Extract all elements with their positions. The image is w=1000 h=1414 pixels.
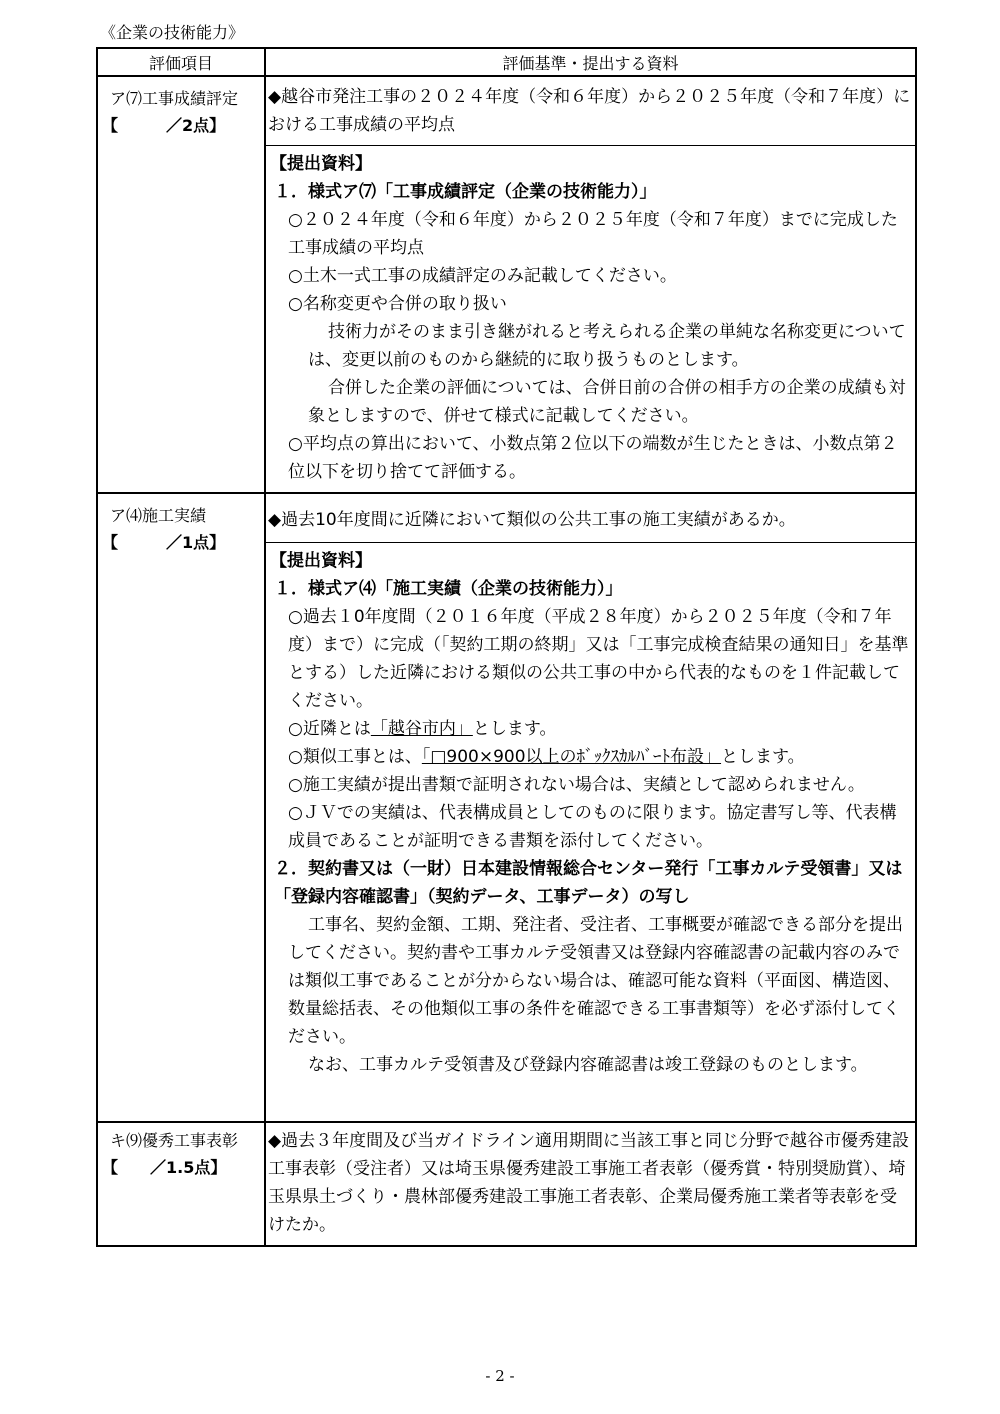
doc2-body: 工事名、契約金額、工期、発注者、受注者、工事概要が確認できる部分を提出してください。契約書や工事カルテ受領書又は登録内容確認書の記載内容のみでは類似工事であることが分からない場合は、確認可能な資料（平面図、構造図、数量総括表、その他類似工事の条件を確認できる工事書類等）を必ず添付してください。 xyxy=(288,915,903,1047)
doc-line xyxy=(270,743,913,771)
documents-block xyxy=(266,146,915,492)
criteria-cell xyxy=(265,76,916,493)
doc-line: 合併した企業の評価については、合併日前の合併の相手方の企業の成績も対象としますので、併せて様式に記載してください。 xyxy=(308,378,906,426)
page-number: - 2 - xyxy=(485,1367,515,1385)
criteria-cell xyxy=(265,1122,916,1246)
doc-line: ○平均点の算出において、小数点第２位以下の端数が生じたときは、小数点第２位以下を切り捨てて評価する。 xyxy=(288,434,898,482)
criteria-cell xyxy=(265,493,916,1122)
doc-line: ○名称変更や合併の取り扱い xyxy=(288,294,507,314)
header-criteria: 評価基準・提出する資料 xyxy=(265,48,916,76)
doc-line-part: とします。 xyxy=(721,747,805,767)
item-cell xyxy=(97,493,265,1122)
item-title: ア⑷施工実績 xyxy=(110,506,207,525)
item-cell xyxy=(97,1122,265,1246)
row-construction-score xyxy=(97,76,916,493)
doc-line: ○２０２４年度（令和６年度）から２０２５年度（令和７年度）までに完成した工事成績の平均点 xyxy=(288,210,898,258)
header-row xyxy=(97,48,916,76)
item-score: 【 ／1.5点】 xyxy=(102,1158,227,1177)
criterion-text: ◆過去３年度間及び当ガイドライン適用期間に当該工事と同じ分野で越谷市優秀建設工事表彰（受注者）又は埼玉県優秀建設工事施工者表彰（優秀賞・特別奨励賞）、埼玉県県土づくり・農林部優秀建設工事施工者表彰、企業局優秀施工業者等表彰を受けたか。 xyxy=(268,1131,910,1235)
doc1-title: １．様式ア⑷「施工実績（企業の技術能力）」 xyxy=(274,579,623,599)
row-excellent-award xyxy=(97,1122,916,1246)
doc-line xyxy=(270,715,913,743)
doc-line-part: ○類似工事とは、 xyxy=(288,747,422,767)
item-cell xyxy=(97,76,265,493)
docs-title: 【提出資料】 xyxy=(270,551,372,571)
item-score: 【 ／2点】 xyxy=(102,116,226,135)
criterion-text: ◆越谷市発注工事の２０２４年度（令和６年度）から２０２５年度（令和７年度）における工事成績の平均点 xyxy=(266,77,915,146)
doc-line: ○施工実績が提出書類で証明されない場合は、実績として認められません。 xyxy=(288,775,865,795)
similar-work: 「□900×900以上のﾎﾞｯｸｽｶﾙﾊﾞｰﾄ布設」 xyxy=(421,747,722,767)
doc2-title: ２．契約書又は（一財）日本建設情報総合センター発行「工事カルテ受領書」又は「登録内容確認書」（契約データ、工事データ）の写し xyxy=(274,859,903,907)
header-item: 評価項目 xyxy=(97,48,265,76)
evaluation-table xyxy=(96,47,917,1247)
nearby-area: 「越谷市内」 xyxy=(370,719,473,739)
doc-line-part: とします。 xyxy=(472,719,557,739)
doc1-title: １．様式ア⑺「工事成績評定（企業の技術能力）」 xyxy=(274,182,657,202)
row-construction-record xyxy=(97,493,916,1122)
doc2-note: なお、工事カルテ受領書及び登録内容確認書は竣工登録のものとします。 xyxy=(308,1055,868,1075)
doc-line: ○土木一式工事の成績評定のみ記載してください。 xyxy=(288,266,677,286)
documents-block xyxy=(266,543,915,1085)
docs-title: 【提出資料】 xyxy=(270,154,372,174)
doc-line: 技術力がそのまま引き継がれると考えられる企業の単純な名称変更については、変更以前のものから継続的に取り扱うものとします。 xyxy=(308,322,906,370)
doc-line-part: ○近隣とは xyxy=(288,719,371,739)
item-title: ア⑺工事成績評定 xyxy=(110,89,239,108)
item-score: 【 ／1点】 xyxy=(102,533,226,552)
criterion-text: ◆過去10年度間に近隣において類似の公共工事の施工実績があるか。 xyxy=(266,494,915,543)
doc-line: ○ＪＶでの実績は、代表構成員としてのものに限ります。協定書写し等、代表構成員であることが証明できる書類を添付してください。 xyxy=(288,803,897,851)
section-heading: 《企業の技術能力》 xyxy=(100,23,245,42)
doc-line: ○過去１0年度間（２０１６年度（平成２８年度）から２０２５年度（令和７年度）まで）に完成（「契約工期の終期」又は「工事完成検査結果の通知日」を基準とする）した近隣における類似の公共工事の中から代表的なものを１件記載してください。 xyxy=(288,607,909,711)
item-title: キ⑼優秀工事表彰 xyxy=(110,1131,239,1150)
